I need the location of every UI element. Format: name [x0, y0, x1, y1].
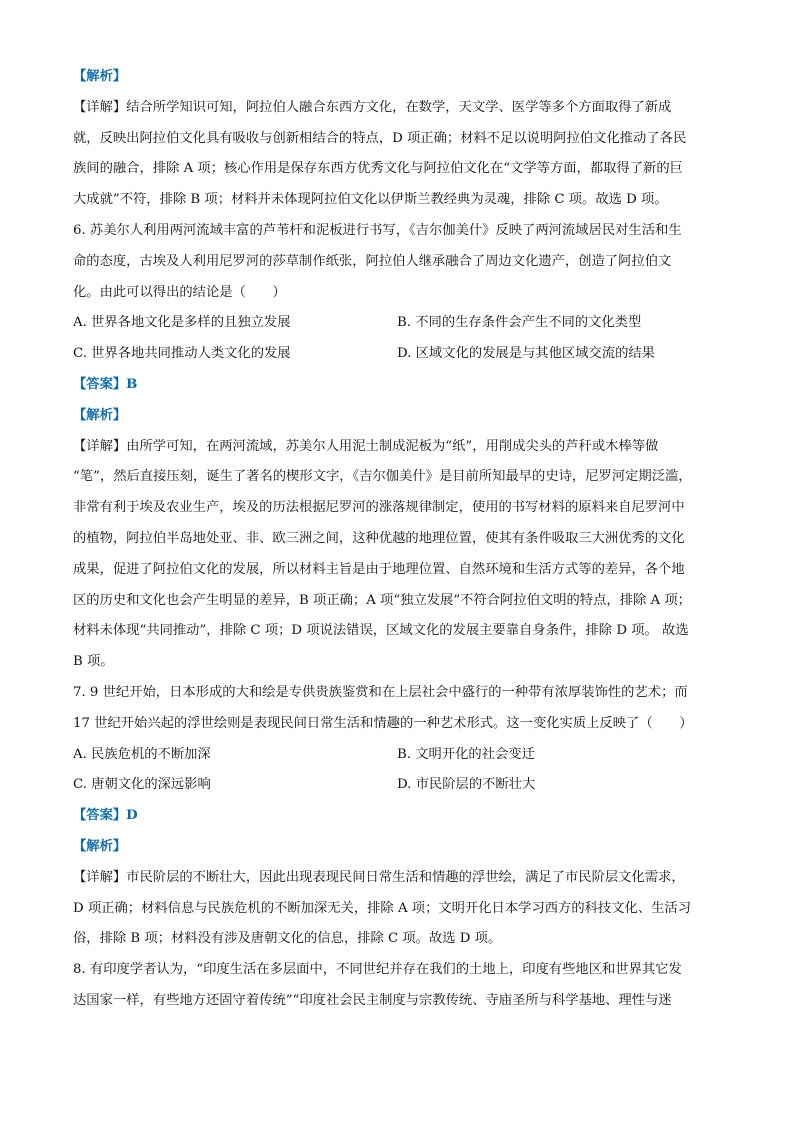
detail-line: 区的历史和文化也会产生明显的差异，B 项正确；A 项“独立发展”不符合阿拉伯文明的特点，排除 A 项； — [73, 592, 691, 608]
detail-line: B 项。 — [73, 654, 114, 670]
analysis-heading: 【解析】 — [73, 838, 127, 854]
question-6-options-row — [73, 339, 723, 370]
answer-6: 【答案】B — [73, 376, 138, 392]
question-7-options-row — [73, 770, 723, 801]
question-6-line: 6. 苏美尔人利用两河流域丰富的芦苇杆和泥板进行书写，《吉尔伽美什》反映了两河流域居民对生活和生 — [73, 222, 682, 238]
question-6-line: 命的态度，古埃及人利用尼罗河的莎草制作纸张，阿拉伯人继承融合了周边文化遗产，创造了阿拉伯文 — [73, 253, 672, 269]
option-b: B. 文明开化的社会变迁 — [397, 746, 535, 762]
detail-line: 【详解】由所学可知，在两河流域，苏美尔人用泥土制成泥板为“纸”，用削成尖头的芦秆或木棒等做 — [73, 438, 659, 454]
analysis-heading: 【解析】 — [73, 69, 127, 84]
question-6-line: 化。由此可以得出的结论是（ ） — [73, 284, 286, 300]
option-c: C. 世界各地共同推动人类文化的发展 — [73, 346, 291, 362]
detail-line: 大成就”不符，排除 B 项；材料并未体现阿拉伯文化以伊斯兰教经典为灵魂，排除 C 项。故选 D 项。 — [73, 192, 668, 208]
detail-line: 材料未体现“共同推动”，排除 C 项；D 项说法错误，区域文化的发展主要靠自身条件，排除 D 项。 故选 — [73, 623, 689, 639]
option-b: B. 不同的生存条件会产生不同的文化类型 — [397, 315, 642, 331]
option-a: A. 世界各地文化是多样的且独立发展 — [73, 315, 291, 331]
option-d: D. 市民阶层的不断壮大 — [397, 777, 536, 793]
detail-line: D 项正确；材料信息与民族危机的不断加深无关，排除 A 项；文明开化日本学习西方的科技文化、生活习 — [73, 900, 692, 916]
analysis-heading: 【解析】 — [73, 407, 127, 423]
question-7-line: 17 世纪开始兴起的浮世绘则是表现民间日常生活和情趣的一种艺术形式。这一变化实质上反映了（ ） — [73, 715, 693, 731]
detail-line: 【详解】市民阶层的不断壮大，因此出现表现民间日常生活和情趣的浮世绘，满足了市民阶层文化需求， — [73, 869, 685, 885]
detail-line: “笔”，然后直接压刻，诞生了著名的楔形文字，《吉尔伽美什》是目前所知最早的史诗，尼罗河定期泛滥， — [73, 469, 692, 485]
option-d: D. 区域文化的发展是与其他区域交流的结果 — [397, 346, 655, 362]
document-content — [73, 62, 723, 1017]
question-7-line: 7. 9 世纪开始，日本形成的大和绘是专供贵族鉴赏和在上层社会中盛行的一种带有浓厚装饰性的艺术；而 — [73, 684, 688, 700]
detail-line: 非常有利于埃及农业生产，埃及的历法根据尼罗河的涨落规律制定，使用的书写材料的原料来自尼罗河中 — [73, 500, 685, 516]
detail-line: 族间的融合，排除 A 项；核心作用是保存东西方优秀文化与阿拉伯文化在“文学等方面，都取得了新的巨 — [73, 161, 683, 177]
answer-7: 【答案】D — [73, 808, 138, 824]
question-6-options-row — [73, 308, 723, 339]
detail-line: 就，反映出阿拉伯文化具有吸收与创新相结合的特点，D 项正确；材料不足以说明阿拉伯文化推动了各民 — [73, 130, 687, 146]
option-c: C. 唐朝文化的深远影响 — [73, 777, 211, 793]
option-a: A. 民族危机的不断加深 — [73, 746, 211, 762]
detail-line: 俗，排除 B 项；材料没有涉及唐朝文化的信息，排除 C 项。故选 D 项。 — [73, 931, 502, 947]
question-8-line: 达国家一样，有些地方还固守着传统”“印度社会民主制度与宗教传统、寺庙圣所与科学基地、理性与迷 — [73, 992, 672, 1008]
question-7-options-row — [73, 740, 723, 771]
detail-line: 成果，促进了阿拉伯文化的发展，所以材料主旨是由于地理位置、自然环境和生活方式等的差异，各个地 — [73, 561, 685, 577]
detail-line: 的植物，阿拉伯半岛地处亚、非、欧三洲之间，这种优越的地理位置，使其有条件吸取三大洲优秀的文化 — [73, 530, 685, 546]
question-8-line: 8. 有印度学者认为，“印度生活在多层面中，不同世纪并存在我们的土地上，印度有些地区和世界其它发 — [73, 962, 682, 978]
detail-line: 【详解】结合所学知识可知，阿拉伯人融合东西方文化，在数学，天文学、医学等多个方面取得了新成 — [73, 99, 672, 115]
